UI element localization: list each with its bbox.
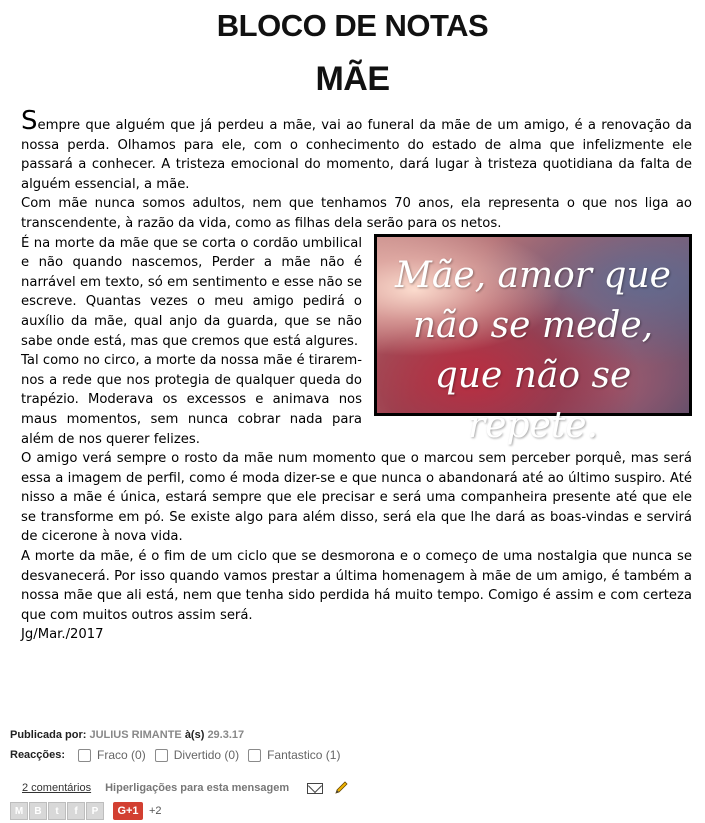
paragraph-1: Sempre que alguém que já perdeu a mãe, vai ao funeral da mãe de um amigo, é a renovação da nossa perda. Olhamos para ele, com o conhecimento do estado de alma que infelizmente ele passará a conhecer. A tristeza emocional do momento, dará lugar à tristeza quotidiana da falta de alguém essencial, a mãe. xyxy=(21,106,692,192)
gplus-button[interactable]: G+1 xyxy=(113,802,143,820)
share-facebook-icon[interactable]: f xyxy=(67,802,85,820)
paragraph-4: Tal como no circo, a morte da nossa mãe é tirarem-nos a rede que nos protegia de qualquer queda do trapézio. Moderava os excessos e animava nos maus momentos, sem nunca cobrar nada para além de nos querer felizes. xyxy=(21,353,362,447)
paragraph-3: É na morte da mãe que se corta o cordão umbilical e não quando nascemos, Perder a mãe não é narrável em texto, só em sentimento e esse não se escreve. Quantas vezes o meu amigo pedirá o auxílio da mãe, qual anjo da guarda, que se não sabe onde está, mas que cremos que está algures. xyxy=(21,235,362,349)
share-blogger-icon[interactable]: B xyxy=(29,802,47,820)
paragraph-5: O amigo verá sempre o rosto da mãe num momento que o marcou sem perceber porquê, mas será essa a imagem de perfil, como é moda dizer-se e que nunca o abandonará até ao último suspiro. Até nisso a mãe é única, estará sempre que ele precisar e será uma companheira presente até que ele se transforme em pó. Se existe algo para além disso, será ela que lhe dará as boas-vindas e servirá de cicerone à nova vida. xyxy=(21,451,692,545)
post-meta xyxy=(10,729,244,741)
paragraph-2: Com mãe nunca somos adultos, nem que tenhamos 70 anos, ela representa o que nos liga ao transcendente, à razão da vida, como as filhas dela serão para os netos. xyxy=(21,196,692,231)
paragraph-6: A morte da mãe, é o fim de um ciclo que se desmorona e o começo de uma nostalgia que nunca se desvanecerá. Por isso quando vamos prestar a última homenagem à mãe de um amigo, é também a nossa mãe que ali está, nem que tenha sido perdida há muito tempo. Comigo é assim e com certeza que com muitos outros assim será. xyxy=(21,549,692,623)
share-email-icon[interactable]: M xyxy=(10,802,28,820)
share-bar xyxy=(10,802,162,820)
post-body xyxy=(21,106,692,645)
post-date-link[interactable]: 29.3.17 xyxy=(207,729,245,741)
reaction-divertido[interactable]: Divertido (0) xyxy=(155,748,239,762)
posted-by-label: Publicada por: xyxy=(10,729,87,741)
edit-pencil-icon[interactable] xyxy=(333,780,349,796)
post-links xyxy=(22,780,349,796)
share-pinterest-icon[interactable]: P xyxy=(86,802,104,820)
image-quote-text: Mãe, amor que não se mede, que não se repete. xyxy=(395,254,671,446)
post-title: MÃE xyxy=(315,60,390,98)
email-post-icon[interactable] xyxy=(307,783,323,794)
hyperlinks-link[interactable]: Hiperligações para esta mensagem xyxy=(105,782,290,794)
reactions-bar xyxy=(10,748,349,762)
reaction-fantastico[interactable]: Fantastico (1) xyxy=(248,748,340,762)
signature: Jg/Mar./2017 xyxy=(21,627,104,643)
comments-link[interactable]: 2 comentários xyxy=(22,782,92,794)
checkbox-fantastico[interactable] xyxy=(248,749,261,762)
reactions-label: Reacções: xyxy=(10,749,66,761)
author-link[interactable]: JULIUS RIMANTE xyxy=(89,729,182,741)
dropcap: S xyxy=(21,106,38,136)
at-label: à(s) xyxy=(184,729,205,741)
blog-title: BLOCO DE NOTAS xyxy=(216,8,489,43)
checkbox-fraco[interactable] xyxy=(78,749,91,762)
reaction-fraco[interactable]: Fraco (0) xyxy=(78,748,146,762)
quote-image xyxy=(374,234,692,446)
checkbox-divertido[interactable] xyxy=(155,749,168,762)
share-twitter-icon[interactable]: t xyxy=(48,802,66,820)
gplus-count: +2 xyxy=(149,805,162,817)
